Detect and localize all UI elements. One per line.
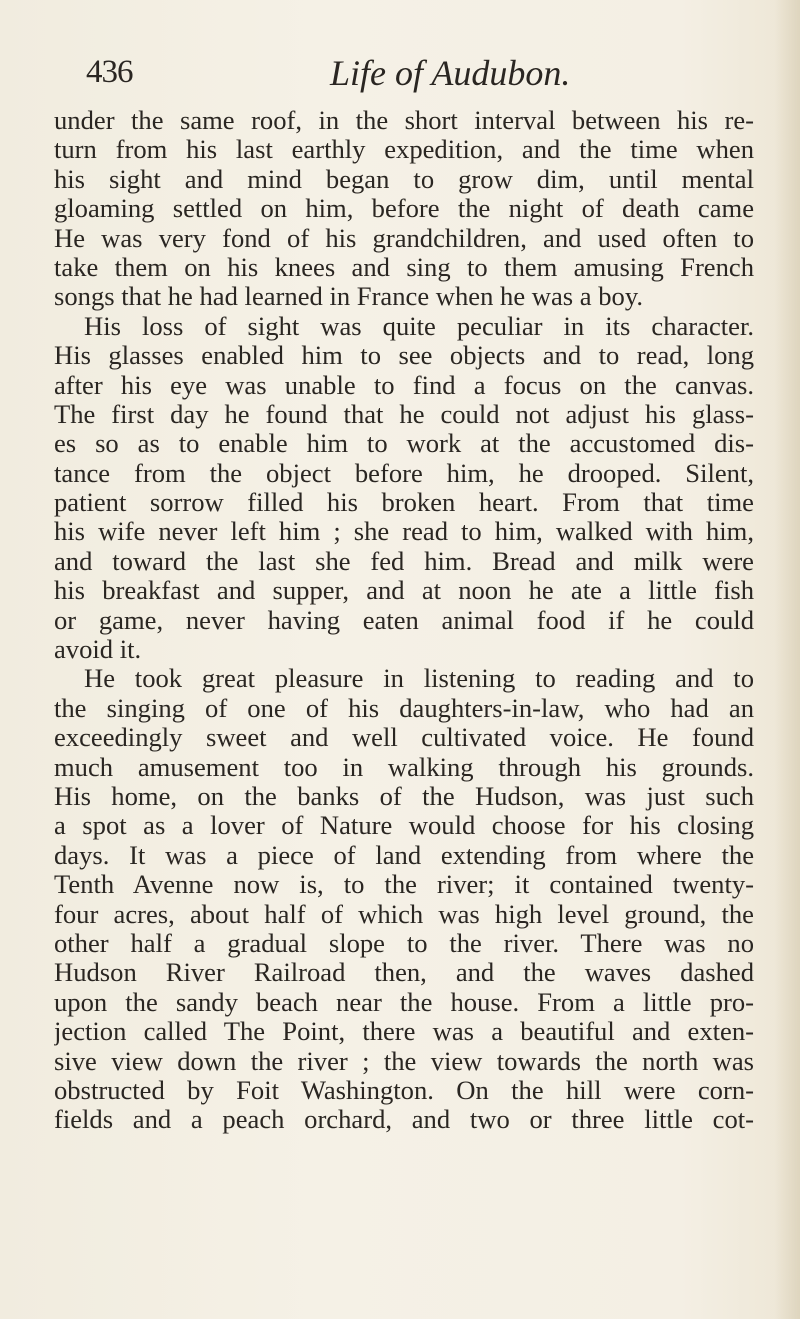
text-line: avoid it.: [54, 635, 142, 665]
running-head: [0, 42, 800, 102]
text-line: The first day he found that he could not adjust his glass-: [54, 399, 754, 429]
text-line: sive view down the river ; the view towards the north was: [54, 1046, 754, 1076]
text-line: his sight and mind began to grow dim, until mental: [54, 164, 754, 194]
text-line: He was very fond of his grandchildren, and used often to: [54, 223, 754, 253]
text-line: patient sorrow filled his broken heart. From that time: [54, 488, 754, 518]
text-line: tance from the object before him, he drooped. Silent,: [54, 458, 754, 488]
text-line: His loss of sight was quite peculiar in its character.: [84, 311, 754, 341]
text-line: days. It was a piece of land extending from where the: [54, 840, 754, 870]
text-line: gloaming settled on him, before the night of death came: [54, 194, 754, 224]
text-line: His home, on the banks of the Hudson, was just such: [54, 781, 754, 811]
text-line: He took great pleasure in listening to reading and to: [84, 664, 754, 694]
text-line: much amusement too in walking through his grounds.: [54, 752, 754, 782]
body-text: [54, 106, 754, 1135]
text-line: jection called The Point, there was a beautiful and exten-: [54, 1017, 754, 1047]
text-line: exceedingly sweet and well cultivated voice. He found: [54, 723, 754, 753]
text-line: a spot as a lover of Nature would choose for his closing: [54, 811, 754, 841]
text-line: under the same roof, in the short interval between his re-: [54, 106, 754, 135]
text-line: his breakfast and supper, and at noon he ate a little fish: [54, 576, 754, 606]
text-line: turn from his last earthly expedition, and the time when: [54, 135, 754, 165]
text-line: the singing of one of his daughters-in-law, who had an: [54, 693, 754, 723]
running-title: Life of Audubon.: [330, 53, 571, 93]
text-line: His glasses enabled him to see objects and to read, long: [54, 341, 754, 371]
text-line: songs that he had learned in France when he was a boy.: [54, 282, 644, 312]
page-edge-shadow: [774, 0, 800, 1319]
text-line: other half a gradual slope to the river. There was no: [54, 928, 754, 958]
text-line: es so as to enable him to work at the accustomed dis-: [54, 429, 754, 459]
text-line: take them on his knees and sing to them amusing French: [54, 252, 754, 282]
page-number: 436: [86, 54, 133, 90]
text-line: Tenth Avenne now is, to the river; it contained twenty-: [54, 870, 754, 900]
text-line: obstructed by Foit Washington. On the hill were corn-: [54, 1075, 754, 1105]
text-line: fields and a peach orchard, and two or three little cot-: [54, 1105, 754, 1135]
text-line: upon the sandy beach near the house. From a little pro-: [54, 987, 754, 1017]
text-line: his wife never left him ; she read to him, walked with him,: [54, 517, 754, 547]
text-line: or game, never having eaten animal food if he could: [54, 605, 754, 635]
text-line: Hudson River Railroad then, and the waves dashed: [54, 958, 754, 988]
text-line: four acres, about half of which was high level ground, the: [54, 899, 754, 929]
text-line: and toward the last she fed him. Bread and milk were: [54, 546, 754, 576]
text-line: after his eye was unable to find a focus on the canvas.: [54, 370, 754, 400]
